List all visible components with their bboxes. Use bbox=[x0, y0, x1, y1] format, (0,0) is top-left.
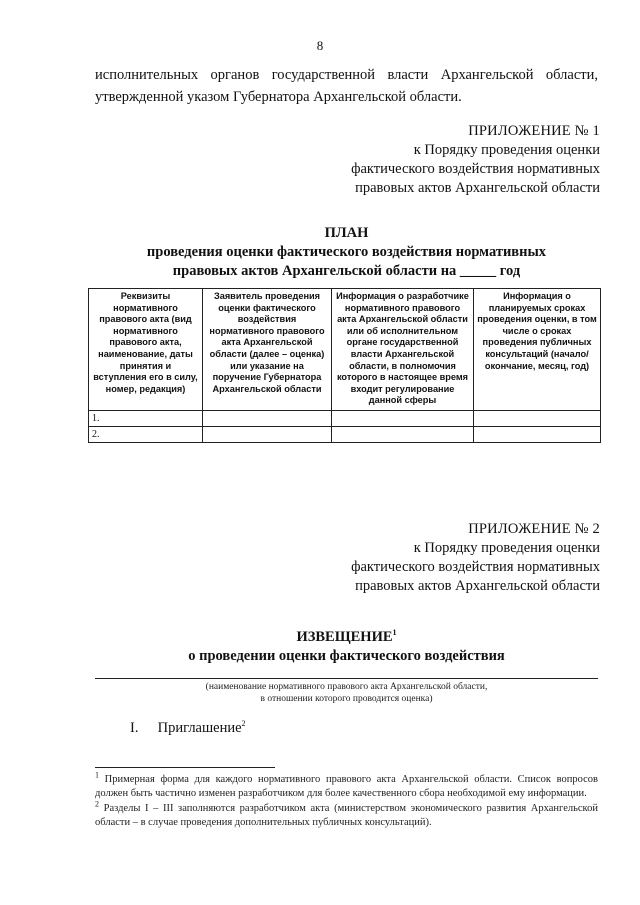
page-number: 8 bbox=[316, 38, 324, 53]
appendix-2-line: правовых актов Архангельской области bbox=[355, 578, 600, 594]
appendix-1-header bbox=[330, 122, 600, 198]
table-header-row bbox=[89, 289, 601, 411]
plan-subheading: правовых актов Архангельской области на _____ год bbox=[172, 263, 521, 279]
column-header: Реквизиты нормативного правового акта (вид нормативного правового акта, наименование, даты принятия и вступления его в силу, номер, редакция) bbox=[89, 289, 203, 411]
intro-line-1: исполнительных органов государственной власти Архангельской области, bbox=[95, 67, 598, 83]
appendix-1-title: ПРИЛОЖЕНИЕ № 1 bbox=[468, 123, 600, 139]
table-cell bbox=[203, 426, 332, 442]
footnote-divider bbox=[95, 767, 275, 768]
appendix-2-line: фактического воздействия нормативных bbox=[351, 559, 600, 575]
column-header: Информация о планируемых сроках проведения оценки, в том числе о сроках проведения публичных консультаций (начало/окончание, месяц, год) bbox=[474, 289, 601, 411]
table-cell bbox=[203, 410, 332, 426]
appendix-2-title: ПРИЛОЖЕНИЕ № 2 bbox=[468, 521, 600, 537]
footnote bbox=[95, 799, 598, 829]
footnote-ref: 2 bbox=[241, 719, 246, 729]
blank-line-caption bbox=[95, 681, 598, 705]
table-cell: 2. bbox=[89, 426, 203, 442]
appendix-2-line: к Порядку проведения оценки bbox=[413, 540, 600, 556]
table-cell bbox=[332, 426, 474, 442]
table-cell bbox=[474, 426, 601, 442]
footnote-text: Разделы I – III заполняются разработчиком акта (министерством экономического развития Архангельской области – в случае проведения дополнительных публичных консультаций). bbox=[95, 803, 598, 828]
caption-line: в отношении которого проводится оценка) bbox=[260, 694, 433, 704]
notice-heading: ИЗВЕЩЕНИЕ bbox=[296, 629, 393, 645]
section-title: Приглашение bbox=[157, 720, 242, 736]
appendix-1-line: фактического воздействия нормативных bbox=[351, 161, 600, 177]
blank-line-divider bbox=[95, 678, 598, 679]
footnote-mark: 1 bbox=[95, 770, 99, 780]
plan-heading: ПЛАН bbox=[324, 225, 369, 241]
appendix-1-line: правовых актов Архангельской области bbox=[355, 180, 600, 196]
table-cell bbox=[474, 410, 601, 426]
intro-paragraph bbox=[95, 64, 598, 108]
footnote-text: Примерная форма для каждого нормативного правового акта Архангельской области. Список вопросов должен быть частично изменен разработчиком для более качественного сбора необходимой ему информации. bbox=[95, 774, 598, 799]
table-cell: 1. bbox=[89, 410, 203, 426]
appendix-1-line: к Порядку проведения оценки bbox=[413, 142, 600, 158]
footnote-mark: 2 bbox=[95, 799, 99, 809]
footnote bbox=[95, 770, 598, 800]
notice-title-block bbox=[95, 628, 598, 666]
footnotes bbox=[95, 770, 598, 831]
table-cell bbox=[332, 410, 474, 426]
column-header: Заявитель проведения оценки фактического воздействия нормативного правового акта Архангельской области (далее – оценка) или указание на поручение Губернатора Архангельской области bbox=[203, 289, 332, 411]
plan-title-block bbox=[95, 224, 598, 281]
intro-line-2: утвержденной указом Губернатора Архангельской области. bbox=[95, 89, 462, 105]
plan-table bbox=[88, 288, 601, 443]
appendix-2-header bbox=[330, 520, 600, 596]
caption-line: (наименование нормативного правового акта Архангельской области, bbox=[205, 682, 488, 692]
table-row bbox=[89, 410, 601, 426]
plan-subheading: проведения оценки фактического воздействия нормативных bbox=[146, 244, 547, 260]
notice-subheading: о проведении оценки фактического воздействия bbox=[188, 648, 505, 664]
column-header: Информация о разработчике нормативного правового акта Архангельской области или об исполнительном органе государственной власти Архангельской области, в полномочия которого в настоящее время входит регулирование данной сферы bbox=[332, 289, 474, 411]
section-number: I. bbox=[130, 720, 139, 736]
table-row bbox=[89, 426, 601, 442]
section-heading bbox=[130, 720, 246, 737]
footnote-ref: 1 bbox=[392, 628, 397, 638]
